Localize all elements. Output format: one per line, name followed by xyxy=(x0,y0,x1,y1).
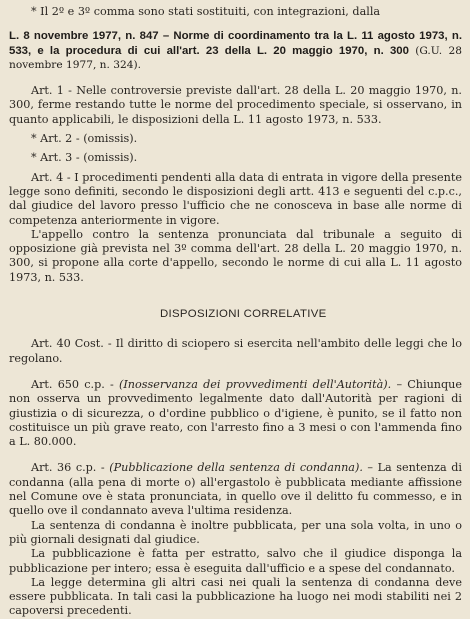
article-1: Art. 1 - Nelle controversie previste dall'art. 28 della L. 20 maggio 1970, n. 300, ferme restando tutte le norme del procedimento speciale, si osservano, in quanto applicabili, le disposizioni della L. 11 agosto 1973, n. 533. xyxy=(9,84,462,126)
intro-note: * Il 2º e 3º comma sono stati sostituiti, con integrazioni, dalla xyxy=(31,5,381,18)
article-4-paragraph-1: Art. 4 - I procedimenti pendenti alla data di entrata in vigore della presente legge sono definiti, secondo le disposizioni degli artt. 413 e seguenti del c.p.c., dal giudice del lavoro presso l'ufficio che ne conosceva in base alle norme di competenza anteriormente in vigore. xyxy=(9,170,462,227)
article-36-lead: Art. 36 c.p. - xyxy=(31,461,110,475)
law-heading xyxy=(9,29,462,72)
article-650-rubric: (Inosservanza dei provvedimenti dell'Autorità). xyxy=(119,377,392,391)
article-4-paragraph-2: L'appello contro la sentenza pronunciata dal tribunale a seguito di opposizione già prevista nel 3º comma dell'art. 28 della L. 20 maggio 1970, n. 300, si propone alla corte d'appello, secondo le norme di cui alla L. 11 agosto 1973, n. 533. xyxy=(9,227,462,284)
constitution-article-40: Art. 40 Cost. - Il diritto di sciopero si esercita nell'ambito delle leggi che lo regolano. xyxy=(9,337,462,365)
law-gazette: (G.U. 28 novembre 1977, n. 324). xyxy=(9,44,462,71)
section-title: DISPOSIZIONI CORRELATIVE xyxy=(160,308,327,321)
article-3: * Art. 3 - (omissis). xyxy=(31,151,138,165)
article-36-paragraph-4: La legge determina gli altri casi nei quali la sentenza di condanna deve essere pubblicata. In tali casi la pubblicazione ha luogo nei modi stabiliti nei 2 capoversi precedenti. xyxy=(9,575,462,618)
article-650-text: – Chiunque non osserva un provvedimento legalmente dato dall'Autorità per ragioni di giustizia o di sicurezza, o d'ordine pubblico o d'igiene, è punito, se il fatto non costituisce un più grave reato, con l'arresto fino a 3 mesi o con l'ammenda fino a L. 80.000. xyxy=(9,377,462,449)
article-36-text: – La sentenza di condanna (alla pena di morte o) all'ergastolo è pubblicata mediante affissione nel Comune ove è stata pronunciata, in quello ove il delitto fu commesso, e in quello ove il condannato aveva l'ultima residenza. xyxy=(9,461,462,518)
article-2: * Art. 2 - (omissis). xyxy=(31,132,138,146)
article-650-lead: Art. 650 c.p. - xyxy=(31,377,119,391)
article-36-paragraph-2: La sentenza di condanna è inoltre pubblicata, per una sola volta, in uno o più giornali designati dal giudice. xyxy=(9,518,462,546)
law-title: L. 8 novembre 1977, n. 847 – Norme di coordinamento tra la L. 11 agosto 1973, n. 533, e la procedura di cui all'art. 23 della L. 20 maggio 1970, n. 300 xyxy=(9,30,462,57)
penal-code-article-650 xyxy=(9,378,462,449)
article-36-paragraph-3: La pubblicazione è fatta per estratto, salvo che il giudice disponga la pubblicazione per intero; essa è eseguita dall'ufficio e a spese del condannato. xyxy=(9,547,462,575)
article-36-rubric: (Pubblicazione della sentenza di condanna). xyxy=(109,461,363,475)
penal-code-article-36 xyxy=(9,461,462,518)
